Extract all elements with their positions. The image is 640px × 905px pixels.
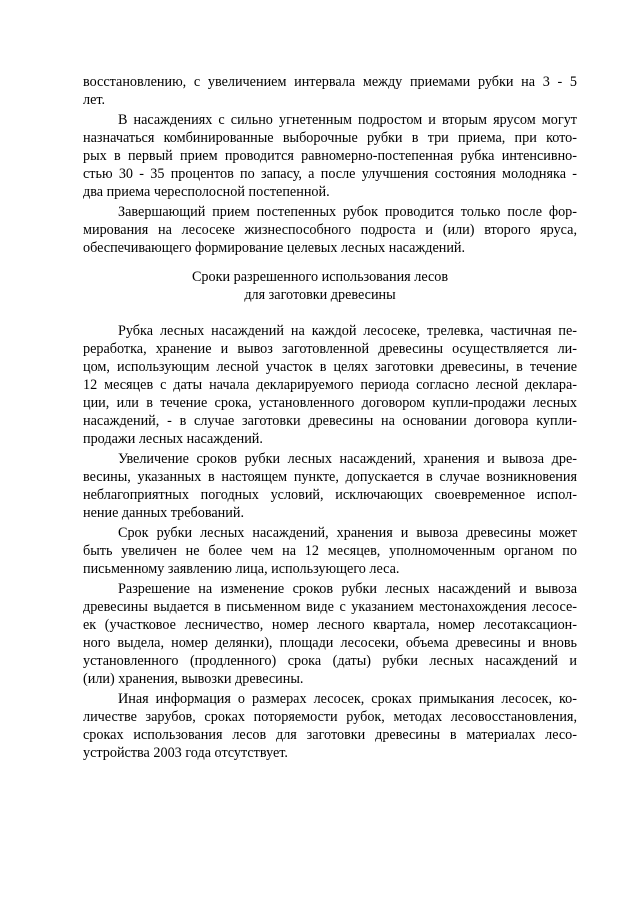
text-line: неблагоприятных погодных условий, исключающих своевременное испол- (83, 487, 577, 503)
text-line: 12 месяцев с даты начала декларируемого периода согласно лесной деклара- (83, 377, 577, 393)
text-line: восстановлению, с увеличением интервала между приемами рубки на 3 - 5 (83, 74, 577, 90)
text-line: сроках использования лесов для заготовки древесины в материалах лесо- (83, 727, 577, 743)
text-line: продажи лесных насаждений. (83, 431, 263, 447)
text-line: ек (участковое лесничество, номер лесного квартала, номер лесотаксацион- (83, 617, 577, 633)
text-line: Иная информация о размерах лесосек, сроках примыкания лесосек, ко- (118, 691, 577, 707)
text-line: Завершающий прием постепенных рубок проводится только после фор- (118, 204, 577, 220)
text-line: лет. (83, 92, 106, 108)
text-line: обеспечивающего формирование целевых лесных насаждений. (83, 240, 466, 256)
text-line: Рубка лесных насаждений на каждой лесосеке, трелевка, частичная пе- (118, 323, 577, 339)
text-line: быть увеличен не более чем на 12 месяцев, уполномоченным органом по (83, 543, 577, 559)
text-line: реработка, хранение и вывоз заготовленной древесины осуществляется ли- (83, 341, 577, 357)
text-line: нение данных требований. (83, 505, 245, 521)
text-line: Увеличение сроков рубки лесных насаждений, хранения и вывоза дре- (118, 451, 577, 467)
text-line: ции, или в течение срока, установленного договором купли-продажи лесных (83, 395, 577, 411)
text-line: (или) хранения, вывозки древесины. (83, 671, 304, 687)
text-line: Срок рубки лесных насаждений, хранения и вывоза древесины может (118, 525, 577, 541)
text-line: насаждений, - в случае заготовки древесины на основании договора купли- (83, 413, 577, 429)
text-line: мирования на лесосеке жизнеспособного подроста и (или) второго яруса, (83, 222, 577, 238)
section-heading: для заготовки древесины (244, 287, 396, 303)
section-heading: Сроки разрешенного использования лесов (191, 269, 449, 285)
text-line: ного выдела, номер делянки), площади лесосеки, объема древесины и вновь (83, 635, 577, 651)
text-line: устройства 2003 года отсутствует. (83, 745, 288, 761)
text-line: личестве зарубов, сроках потоpяемости рубок, методах лесовосстановления, (83, 709, 577, 725)
text-line: стью 30 - 35 процентов по запасу, а после улучшения состояния молодняка - (83, 166, 577, 182)
text-line: Разрешение на изменение сроков рубки лесных насаждений и вывоза (118, 581, 577, 597)
text-line: цом, использующим лесной участок в целях заготовки древесины, в течение (83, 359, 577, 375)
text-line: два приема чересполосной постепенной. (83, 184, 330, 200)
text-line: установленного (продленного) срока (даты) рубки лесных насаждений и (83, 653, 577, 669)
text-line: рых в первый прием проводится равномерно-постепенная рубка интенсивно- (83, 148, 577, 164)
text-line: письменному заявлению лица, использующего леса. (83, 561, 400, 577)
text-line: назначаться комбинированные выборочные рубки в три приема, при кото- (83, 130, 577, 146)
text-line: древесины выдается в письменном виде с указанием местонахождения лесосе- (83, 599, 577, 615)
text-line: весины, указанных в настоящем пункте, допускается в случае возникновения (83, 469, 577, 485)
text-line: В насаждениях с сильно угнетенным подростом и вторым ярусом могут (118, 112, 577, 128)
